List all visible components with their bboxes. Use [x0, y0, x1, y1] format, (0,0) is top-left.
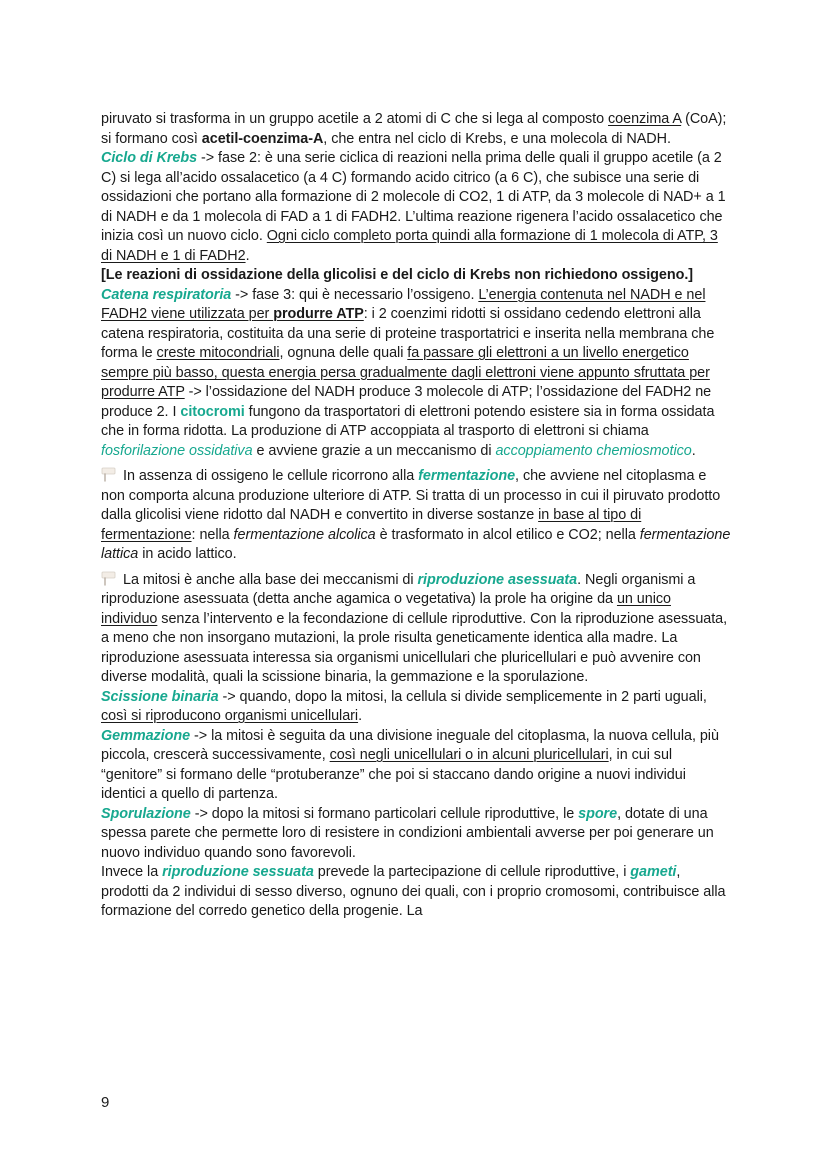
section-term: Ciclo di Krebs	[101, 150, 198, 166]
accent-term: fermentazione	[418, 468, 516, 484]
text-run: .	[245, 247, 250, 264]
accent-italic-term: fosforilazione ossidativa	[101, 442, 253, 459]
section-term: Gemmazione	[101, 727, 191, 744]
page-body	[101, 110, 731, 922]
page-number: 9	[101, 1094, 110, 1111]
text-run: (CoA); si formano così	[101, 111, 727, 147]
text-run: : i 2 coenzimi ridotti si ossidano cedendo elettroni alla catena respiratoria, costituita da una serie di proteine trasportatrici e inserita nella membrana che forma le	[101, 306, 715, 361]
text-run: e avviene grazie a un meccanismo di	[252, 442, 496, 459]
text-run: fungono da trasportatori di elettroni potendo esistere sia in forma ossidata che in forma ridotta. La produzione di ATP accoppiata al trasporto di elettroni si chiama	[101, 403, 715, 439]
text-run: in acido lattico.	[138, 546, 237, 562]
text-run: -> la mitosi è seguita da una divisione ineguale del citoplasma, la nuova cellula, più piccola, crescerà successivamente,	[101, 727, 719, 763]
text-run: -> fase 3: qui è necessario l’ossigeno.	[231, 286, 479, 303]
underlined-text: fa passare gli elettroni a un livello energetico sempre più basso, questa energia persa gradualmente dagli elettroni viene appunto sfruttata per produrre ATP	[101, 345, 710, 400]
text-run: , in cui sul “genitore” si formano delle “protuberanze” che poi si staccano dando origine a nuovi individui identici a quello di partenza.	[101, 747, 686, 802]
paragraph-asexual-reproduction	[101, 571, 731, 688]
underlined-text: così si riproducono organismi unicellulari	[101, 708, 359, 724]
paragraph-binary-fission	[101, 688, 731, 727]
underlined-text: in base al tipo di fermentazione	[101, 507, 642, 543]
text-run: La mitosi è anche alla base dei meccanismi di	[123, 571, 418, 588]
text-run: , che entra nel ciclo di Krebs, e una molecola di NADH.	[323, 130, 671, 147]
text-run: , ognuna delle quali	[279, 345, 408, 361]
text-run: -> l’ossidazione del NADH produce 3 molecole di ATP; l’ossidazione del FADH2 ne produce 2. I	[101, 384, 712, 420]
paragraph-sexual-reproduction	[101, 863, 731, 922]
text-run: è trasformato in alcol etilico e CO2; nella	[375, 526, 640, 543]
underlined-text: Ogni ciclo completo porta quindi alla formazione di 1 molecola di ATP, 3 di NADH e 1 di FADH2	[101, 228, 718, 264]
paragraph-acetyl-coa	[101, 110, 731, 149]
text-run: .	[691, 442, 696, 459]
underlined-text: L’energia contenuta nel NADH e nel FADH2 viene utilizzata per	[101, 286, 706, 322]
paragraph-respiratory-chain	[101, 286, 731, 462]
pushpin-icon	[101, 571, 117, 586]
text-run: prevede la partecipazione di cellule riproduttive, i	[313, 864, 631, 880]
text-run: senza l’intervento e la fecondazione di cellule riproduttive. Con la riproduzione asessuata, a meno che non insorgano mutazioni, la prole risulta geneticamente identica alla madre. La riproduzione asessuata interessa sia organismi unicellulari che pluricellulari e può avvenire con diverse modalità, quali la scissione binaria, la gemmazione e la sporulazione.	[101, 610, 728, 685]
underlined-text: così negli unicellulari o in alcuni pluricellulari	[329, 747, 609, 763]
accent-italic-term: accoppiamento chemiosmotico	[495, 442, 692, 459]
accent-term: gameti	[630, 864, 677, 880]
italic-term: fermentazione lattica	[101, 526, 731, 562]
text-run: , che avviene nel citoplasma e non comporta alcuna produzione ulteriore di ATP. Si tratta di un processo in cui il piruvato prodotto dalla glicolisi viene ridotto dal NADH e convertito in diverse sostanze	[101, 468, 721, 523]
underlined-term: coenzima A	[608, 111, 682, 127]
accent-term: spore	[578, 805, 618, 822]
accent-term: riproduzione sessuata	[162, 864, 314, 880]
section-term: Catena respiratoria	[101, 286, 232, 303]
accent-bold-term: citocromi	[180, 403, 245, 420]
accent-term: riproduzione asessuata	[417, 571, 578, 588]
text-run: .	[358, 708, 363, 724]
text-run: -> fase 2: è una serie ciclica di reazioni nella prima delle quali il gruppo acetile (a 2 C) si lega all’acido ossalacetico (a 4 C) formando acido citrico (a 6 C), che subisce una serie di ossidazioni che portano alla formazione di 2 molecole di CO2, 1 di ATP, da 3 molecole di NAD+ a 1 di NADH e da 1 molecola di FAD a 1 di FADH2. L’ultima reazione rigenera l’acido ossalacetico che inizia così un nuovo ciclo.	[101, 150, 726, 244]
text-run: In assenza di ossigeno le cellule ricorrono alla	[123, 468, 419, 484]
underlined-term: creste mitocondriali	[156, 345, 280, 361]
paragraph-oxygen-note: [Le reazioni di ossidazione della glicolisi e del ciclo di Krebs non richiedono ossigeno.]	[101, 267, 694, 283]
text-run: , dotate di una spessa parete che permette loro di resistere in condizioni ambientali avverse per poi generare un nuovo individuo quando sono favorevoli.	[101, 805, 714, 861]
section-term: Sporulazione	[101, 805, 191, 822]
paragraph-fermentation	[101, 467, 731, 565]
text-run: : nella	[191, 526, 234, 543]
text-run: piruvato si trasforma in un gruppo acetile a 2 atomi di C che si lega al composto	[101, 111, 609, 127]
bold-underlined-term: produrre ATP	[273, 306, 364, 322]
text-run: . Negli organismi a riproduzione asessuata (detta anche agamica o vegetativa) la prole ha origine da	[101, 571, 696, 607]
text-run: -> quando, dopo la mitosi, la cellula si divide semplicemente in 2 parti uguali,	[218, 688, 707, 705]
text-run: , prodotti da 2 individui di sesso diverso, ognuno dei quali, con i proprio cromosomi, contribuisce alla formazione del corredo genetico della progenie. La	[101, 864, 726, 919]
paragraph-budding	[101, 727, 731, 805]
bold-term: acetil-coenzima-A	[201, 130, 324, 147]
paragraph-krebs-cycle	[101, 149, 731, 266]
italic-term: fermentazione alcolica	[233, 526, 376, 543]
text-run: Invece la	[101, 864, 163, 880]
underlined-term: un unico individuo	[101, 591, 671, 627]
paragraph-sporulation	[101, 805, 731, 864]
text-run: -> dopo la mitosi si formano particolari cellule riproduttive, le	[190, 805, 579, 822]
pushpin-icon	[101, 467, 117, 482]
section-term: Scissione binaria	[101, 688, 219, 705]
